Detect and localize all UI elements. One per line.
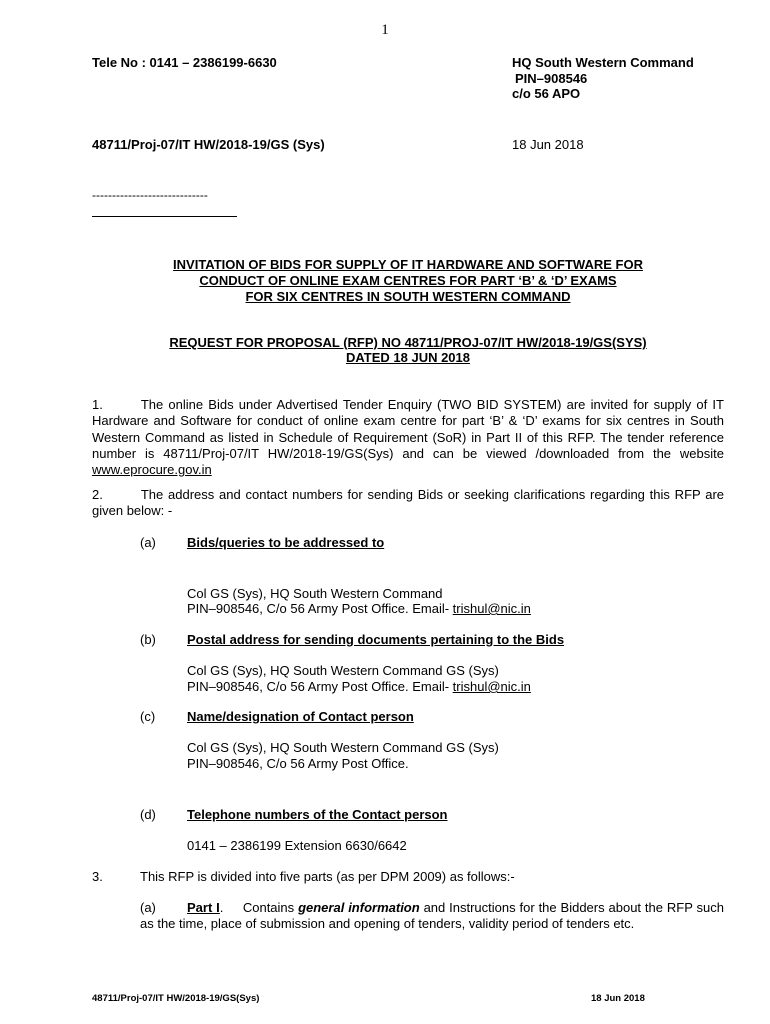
page-number: 1 bbox=[381, 22, 389, 38]
item-c-line1: Col GS (Sys), HQ South Western Command GS (Sys) bbox=[187, 740, 499, 755]
general-information-emphasis: general information bbox=[298, 900, 420, 915]
rfp-number: REQUEST FOR PROPOSAL (RFP) NO 48711/PROJ-07/IT HW/2018-19/GS(SYS) bbox=[169, 335, 647, 350]
para3-sub-a-label: (a) bbox=[140, 900, 156, 915]
footer-reference: 48711/Proj-07/IT HW/2018-19/GS(Sys) bbox=[92, 993, 260, 1004]
item-a-heading: Bids/queries to be addressed to bbox=[187, 535, 385, 550]
hq-address-line2: PIN–908546 bbox=[515, 71, 588, 86]
item-c-label: (c) bbox=[140, 709, 156, 724]
item-b-line1: Col GS (Sys), HQ South Western Command GS (Sys) bbox=[187, 663, 499, 678]
reference-number: 48711/Proj-07/IT HW/2018-19/GS (Sys) bbox=[92, 137, 325, 152]
title-line1: INVITATION OF BIDS FOR SUPPLY OF IT HARDWARE AND SOFTWARE FOR bbox=[173, 257, 643, 272]
item-c-heading: Name/designation of Contact person bbox=[187, 709, 414, 724]
paragraph-1-number: 1. bbox=[92, 397, 103, 412]
hq-address-line3: c/o 56 APO bbox=[512, 86, 581, 101]
letter-date: 18 Jun 2018 bbox=[512, 137, 584, 152]
paragraph-2 bbox=[92, 487, 724, 520]
item-a-label: (a) bbox=[140, 535, 156, 550]
paragraph-1-text: The online Bids under Advertised Tender Enquiry (TWO BID SYSTEM) are invited for supply of IT Hardware and Software for conduct of online exam centre for part ‘B’ & ‘D’ exams for six centres in South Western Command as listed in Schedule of Requirement (SoR) in Part II of this RFP. The tender reference number is 48711/Proj-07/IT HW/2018-19/GS(Sys) and can be viewed /downloaded from the website bbox=[92, 397, 724, 461]
para3-sub-a: Part I. Contains general information and Instructions for the Bidders about the RFP such as the time, place of submission and opening of tenders, validity period of tenders etc. bbox=[140, 900, 724, 931]
item-b-heading: Postal address for sending documents pertaining to the Bids bbox=[187, 632, 565, 647]
paragraph-3-number: 3. bbox=[92, 869, 103, 884]
hq-address-line1: HQ South Western Command bbox=[512, 55, 694, 70]
item-c-line2: PIN–908546, C/o 56 Army Post Office. bbox=[187, 756, 409, 771]
paragraph-2-text: The address and contact numbers for sending Bids or seeking clarifications regarding this RFP are given below: - bbox=[92, 487, 724, 519]
footer-date: 18 Jun 2018 bbox=[591, 993, 645, 1004]
title-line2: CONDUCT OF ONLINE EXAM CENTRES FOR PART ‘B’ & ‘D’ EXAMS bbox=[199, 273, 617, 288]
eprocure-link[interactable]: www.eprocure.gov.in bbox=[92, 462, 212, 478]
item-d-label: (d) bbox=[140, 807, 156, 822]
item-a-line1: Col GS (Sys), HQ South Western Command bbox=[187, 586, 443, 601]
item-b-line2: PIN–908546, C/o 56 Army Post Office. Email- trishul@nic.in bbox=[187, 679, 531, 694]
item-b-label: (b) bbox=[140, 632, 156, 647]
paragraph-2-number: 2. bbox=[92, 487, 103, 502]
item-a-line2: PIN–908546, C/o 56 Army Post Office. Email- trishul@nic.in bbox=[187, 601, 531, 616]
paragraph-3-text: This RFP is divided into five parts (as per DPM 2009) as follows:- bbox=[140, 869, 515, 884]
rfp-date: DATED 18 JUN 2018 bbox=[345, 350, 471, 365]
item-d-heading: Telephone numbers of the Contact person bbox=[187, 807, 448, 822]
item-a-email-link[interactable]: trishul@nic.in bbox=[452, 601, 531, 616]
item-d-line1: 0141 – 2386199 Extension 6630/6642 bbox=[187, 838, 407, 853]
title-line3: FOR SIX CENTRES IN SOUTH WESTERN COMMAND bbox=[245, 289, 571, 304]
tele-number: Tele No : 0141 – 2386199-6630 bbox=[92, 55, 277, 70]
dashes-line: ----------------------------- bbox=[92, 188, 208, 202]
item-b-email-link[interactable]: trishul@nic.in bbox=[452, 679, 531, 694]
part-i-label: Part I bbox=[187, 900, 220, 915]
underline-rule bbox=[92, 216, 237, 217]
paragraph-1 bbox=[92, 397, 724, 478]
